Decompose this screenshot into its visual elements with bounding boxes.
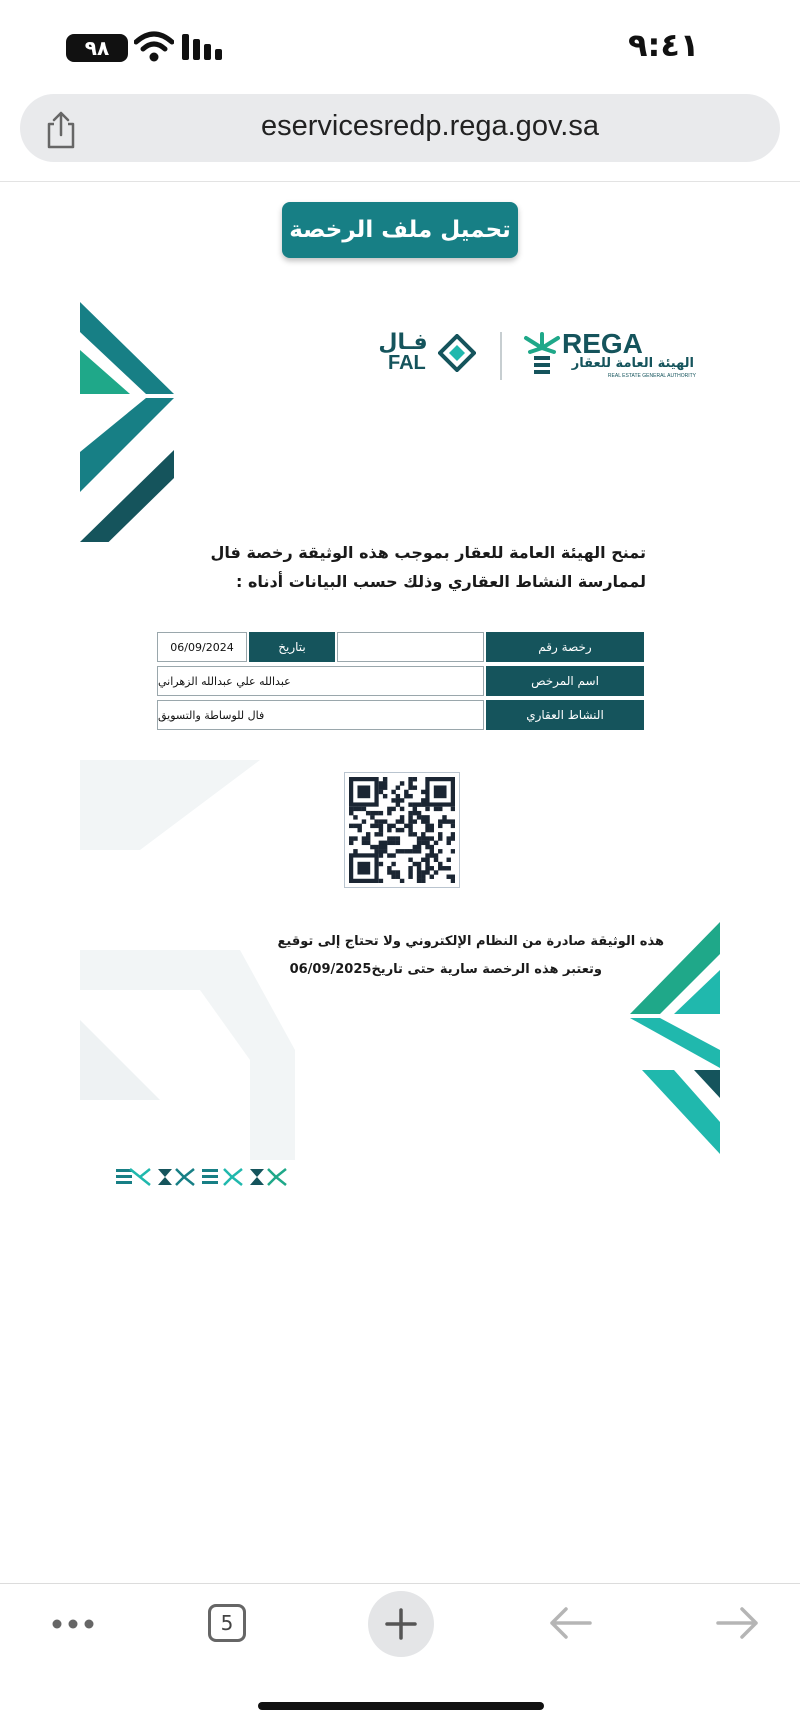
clock: ٩:٤١ xyxy=(628,26,700,64)
license-number-value xyxy=(337,632,484,662)
right-chevron-decoration xyxy=(622,922,720,1162)
footer-line-2: وتعتبر هذه الرخصة سارية حتى تاريخ06/09/2025 xyxy=(289,962,602,977)
tabs-button[interactable] xyxy=(208,1604,246,1642)
licensee-name-value: عبدالله علي عبدالله الزهراني xyxy=(157,666,484,696)
qr-code xyxy=(344,772,460,888)
header-divider xyxy=(0,181,800,182)
wifi-icon xyxy=(134,30,174,64)
footer-line-1: هذه الوثيقة صادرة من النظام الإلكتروني ولا تحتاج إلى توقيع xyxy=(277,934,664,949)
rega-english-logo-text: REGA xyxy=(562,328,643,359)
decorative-pattern-strip xyxy=(114,1166,290,1188)
fal-diamond-icon xyxy=(438,334,476,372)
rega-full-name-text: REAL ESTATE GENERAL AUTHORITY xyxy=(607,373,696,379)
activity-value: فال للوساطة والتسويق xyxy=(157,700,484,730)
licensee-name-label: اسم المرخص xyxy=(486,666,644,696)
url-text[interactable]: eservicesredp.rega.gov.sa xyxy=(261,110,599,142)
fal-arabic-logo-text: فـال xyxy=(378,330,428,355)
battery-indicator: ٩٨ xyxy=(66,34,128,62)
activity-label: النشاط العقاري xyxy=(486,700,644,730)
toolbar-divider xyxy=(0,1583,800,1584)
fal-english-logo-text: FAL xyxy=(388,352,426,374)
back-arrow-icon[interactable] xyxy=(548,1606,592,1640)
license-intro-text: تمنح الهيئة العامة للعقار بموجب هذه الوثيقة رخصة فال لممارسة النشاط العقاري وذلك حسب البيانات أدناه : xyxy=(210,543,646,591)
date-label: بتاريخ xyxy=(249,632,335,662)
tab-count: 5 xyxy=(220,1611,234,1635)
more-options-icon[interactable] xyxy=(50,1614,96,1634)
share-icon[interactable] xyxy=(42,110,80,150)
logo-separator xyxy=(500,332,502,380)
rega-palm-icon xyxy=(522,330,562,380)
footer-note xyxy=(250,928,664,984)
new-tab-button[interactable] xyxy=(368,1591,434,1657)
download-license-button[interactable]: تحميل ملف الرخصة xyxy=(282,202,518,258)
plus-icon xyxy=(385,1608,417,1640)
license-number-label: رخصة رقم xyxy=(486,632,644,662)
forward-arrow-icon[interactable] xyxy=(716,1606,760,1640)
left-chevron-decoration xyxy=(80,302,176,542)
home-indicator xyxy=(258,1702,544,1710)
rega-arabic-logo-text: الهيئة العامة للعقار xyxy=(571,356,694,371)
date-value: 06/09/2024 xyxy=(157,632,247,662)
signal-icon xyxy=(182,34,228,60)
